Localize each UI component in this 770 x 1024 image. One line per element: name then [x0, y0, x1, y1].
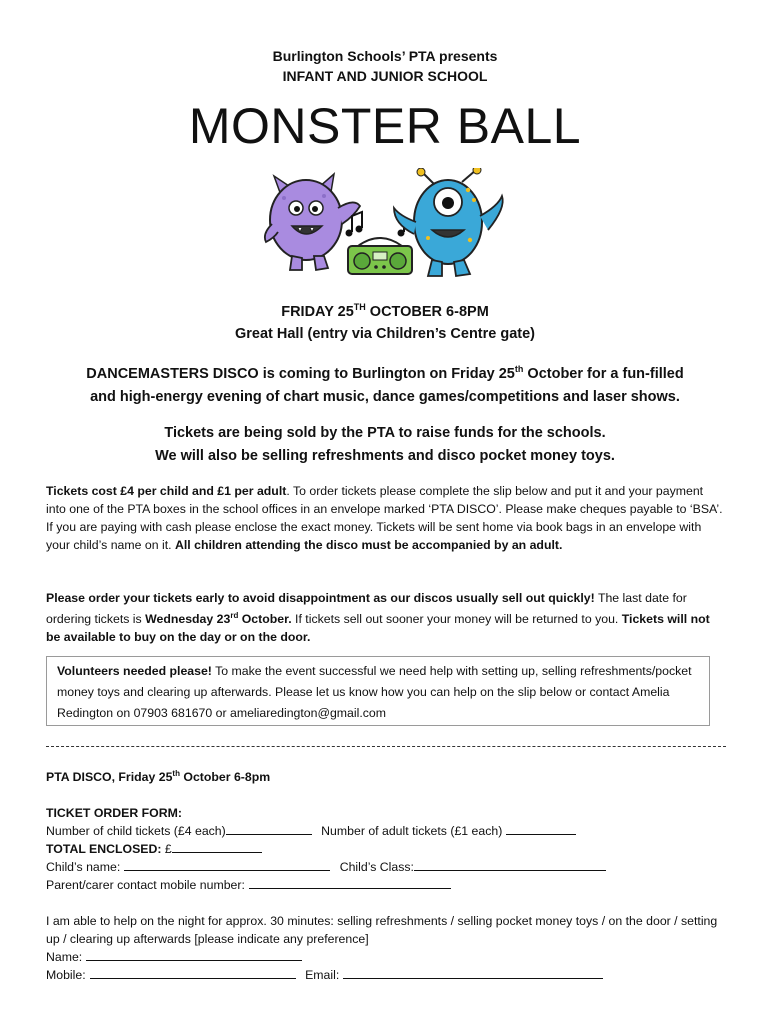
child-row: Child’s name: Child’s Class: [46, 858, 730, 876]
ticket-count-row: Number of child tickets (£4 each) Number of adult tickets (£1 each) [46, 822, 730, 840]
monsters-illustration [262, 168, 508, 280]
parent-mobile-field[interactable] [249, 876, 451, 889]
help-text: I am able to help on the night for approx. 30 minutes: selling refreshments / selling pocket money toys / on the door / setting up / clearing up afterwards [please indicate any preference] [46, 914, 718, 947]
total-field[interactable] [172, 840, 262, 853]
school-line: INFANT AND JUNIOR SCHOOL [282, 68, 488, 84]
slip-heading: PTA DISCO, Friday 25th October 6-8pm [46, 769, 271, 785]
header-block [0, 46, 770, 86]
boombox-icon [348, 238, 412, 274]
adult-tickets-field[interactable] [506, 822, 576, 835]
mobile-field[interactable] [90, 966, 296, 979]
event-date: FRIDAY 25TH OCTOBER 6-8PM [281, 302, 489, 320]
page-title: MONSTER BALL [188, 98, 582, 154]
name-row: Name: [46, 948, 730, 966]
contact-row: Mobile: Email: [46, 966, 730, 984]
event-details [0, 296, 770, 345]
child-class-field[interactable] [414, 858, 606, 871]
child-tickets-field[interactable] [226, 822, 312, 835]
order-early-paragraph: Please order your tickets early to avoid disappointment as our discos usually sell out quickly! The last date for ordering tickets is Wednesday 23rd October. If tickets sell out sooner your money will be returned to you. Tickets will not be available to buy on the day or on the door. [46, 591, 710, 645]
tickets-note: Tickets are being sold by the PTA to raise funds for the schools. We will also be selling refreshments and disco pocket money toys. [155, 425, 615, 464]
form-title: TICKET ORDER FORM: [46, 806, 182, 821]
total-row: TOTAL ENCLOSED: £ [46, 840, 730, 858]
name-field[interactable] [86, 948, 302, 961]
child-name-field[interactable] [124, 858, 330, 871]
volunteers-box: Volunteers needed please! To make the event successful we need help with setting up, selling refreshments/pocket money toys and clearing up afterwards. Please let us know how you can help on the slip below or contact Amelia Redington on 07903 681670 or ameliaredington@gmail.com [46, 656, 710, 726]
presents-line: Burlington Schools’ PTA presents [272, 48, 498, 64]
ticket-order-slip [46, 765, 730, 984]
promo-text: DANCEMASTERS DISCO is coming to Burlington on Friday 25th October for a fun-filled and high-energy evening of chart music, dance games/competitions and laser shows. [86, 364, 684, 405]
parent-mobile-row: Parent/carer contact mobile number: [46, 876, 730, 894]
event-venue: Great Hall (entry via Children’s Centre gate) [234, 325, 536, 342]
ticket-info-paragraph: Tickets cost £4 per child and £1 per adult. To order tickets please complete the slip below and put it and your payment into one of the PTA boxes in the school offices in an envelope marked ‘PTA DISCO’. Please make cheques payable to ‘BSA’. If you are paying with cash please enclose the exact money. Tickets will be sent home via book bags in an envelope with your child’s name on it. All children attending the disco must be accompanied by an adult. [46, 484, 723, 552]
email-field[interactable] [343, 966, 603, 979]
purple-monster-icon [265, 174, 360, 270]
cut-line [46, 746, 726, 747]
